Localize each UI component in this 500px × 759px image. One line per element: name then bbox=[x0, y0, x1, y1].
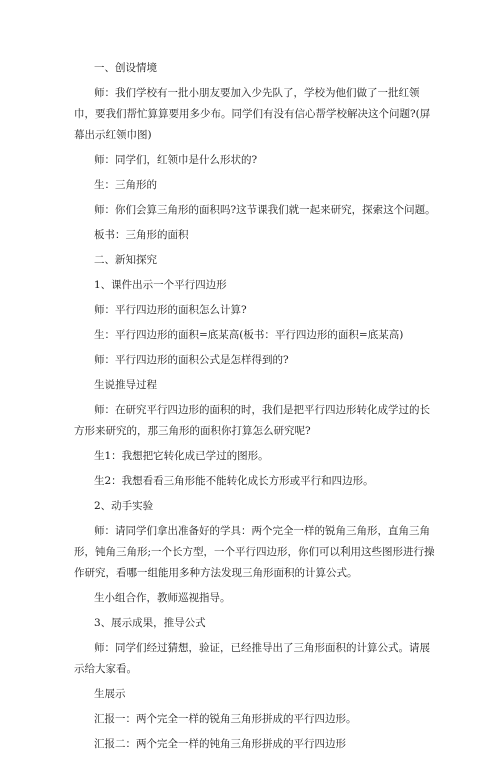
paragraph bbox=[74, 300, 436, 321]
paragraph bbox=[74, 325, 436, 346]
section-heading-2 bbox=[74, 250, 436, 271]
paragraph bbox=[74, 175, 436, 196]
text-line: 作研究，看哪一组能用多种方法发现三角形面积的计算公式。 bbox=[74, 567, 358, 579]
paragraph bbox=[74, 225, 436, 246]
text-line: 师：在研究平行四边形的面积的时，我们是把平行四边形转化成学过的长 bbox=[94, 404, 430, 416]
paragraph bbox=[74, 613, 436, 634]
paragraph bbox=[74, 150, 436, 171]
text-line: 师：你们会算三角形的面积吗?这节课我们就一起来研究，探索这个问题。 bbox=[94, 204, 436, 216]
text-line: 汇报一：两个完全一样的锐角三角形拼成的平行四边形。 bbox=[94, 713, 357, 725]
paragraph bbox=[74, 446, 436, 467]
text-line: 生：平行四边形的面积=底某高(板书：平行四边形的面积=底某高) bbox=[94, 329, 404, 341]
text-line: 巾，要我们帮忙算算要用多少布。同学们有没有信心帮学校解决这个问题?(屏 bbox=[74, 108, 431, 120]
text-line: 板书：三角形的面积 bbox=[94, 229, 189, 241]
paragraph bbox=[74, 200, 436, 221]
text-line: 师：同学们，红领巾是什么形状的? bbox=[94, 154, 258, 166]
paragraph bbox=[74, 638, 436, 680]
paragraph bbox=[74, 350, 436, 371]
text-line: 生小组合作，教师巡视指导。 bbox=[94, 592, 231, 604]
text-line: 形，钝角三角形;一个长方型，一个平行四边形，你们可以利用这些图形进行操 bbox=[74, 546, 435, 558]
text-line: 示给大家看。 bbox=[74, 663, 137, 675]
text-line: 生展示 bbox=[94, 688, 126, 700]
text-line: 汇报二：两个完全一样的钝角三角形拼成的平行四边形 bbox=[94, 738, 346, 750]
paragraph bbox=[74, 521, 436, 584]
paragraph bbox=[74, 496, 436, 517]
document-body bbox=[74, 58, 436, 759]
text-line: 一、创设情境 bbox=[94, 62, 157, 74]
text-line: 方形来研究的，那三角形的面积你打算怎么研究呢? bbox=[74, 425, 311, 437]
paragraph bbox=[74, 709, 436, 730]
text-line: 2、动手实验 bbox=[94, 500, 154, 512]
text-line: 二、新知探究 bbox=[94, 254, 157, 266]
text-line: 生1：我想把它转化成已学过的图形。 bbox=[94, 450, 269, 462]
paragraph bbox=[74, 471, 436, 492]
text-line: 师：平行四边形的面积公式是怎样得到的? bbox=[94, 354, 289, 366]
text-line: 生2：我想看看三角形能不能转化成长方形或平行和四边形。 bbox=[94, 475, 374, 487]
text-line: 师：同学们经过猜想，验证，已经推导出了三角形面积的计算公式。请展 bbox=[94, 642, 430, 654]
paragraph bbox=[74, 734, 436, 755]
paragraph bbox=[74, 588, 436, 609]
paragraph bbox=[74, 684, 436, 705]
text-line: 生说推导过程 bbox=[94, 379, 157, 391]
paragraph bbox=[74, 275, 436, 296]
text-line: 3、展示成果，推导公式 bbox=[94, 617, 206, 629]
paragraph bbox=[74, 83, 436, 146]
text-line: 1、课件出示一个平行四边形 bbox=[94, 279, 227, 291]
text-line: 师：我们学校有一批小朋友要加入少先队了，学校为他们做了一批红领 bbox=[94, 87, 420, 99]
text-line: 师：请同学们拿出准备好的学具：两个完全一样的锐角三角形，直角三角 bbox=[94, 525, 430, 537]
text-line: 师：平行四边形的面积怎么计算? bbox=[94, 304, 247, 316]
text-line: 幕出示红领巾图) bbox=[74, 129, 152, 141]
text-line: 生：三角形的 bbox=[94, 179, 157, 191]
paragraph bbox=[74, 375, 436, 396]
paragraph bbox=[74, 400, 436, 442]
section-heading-1 bbox=[74, 58, 436, 79]
